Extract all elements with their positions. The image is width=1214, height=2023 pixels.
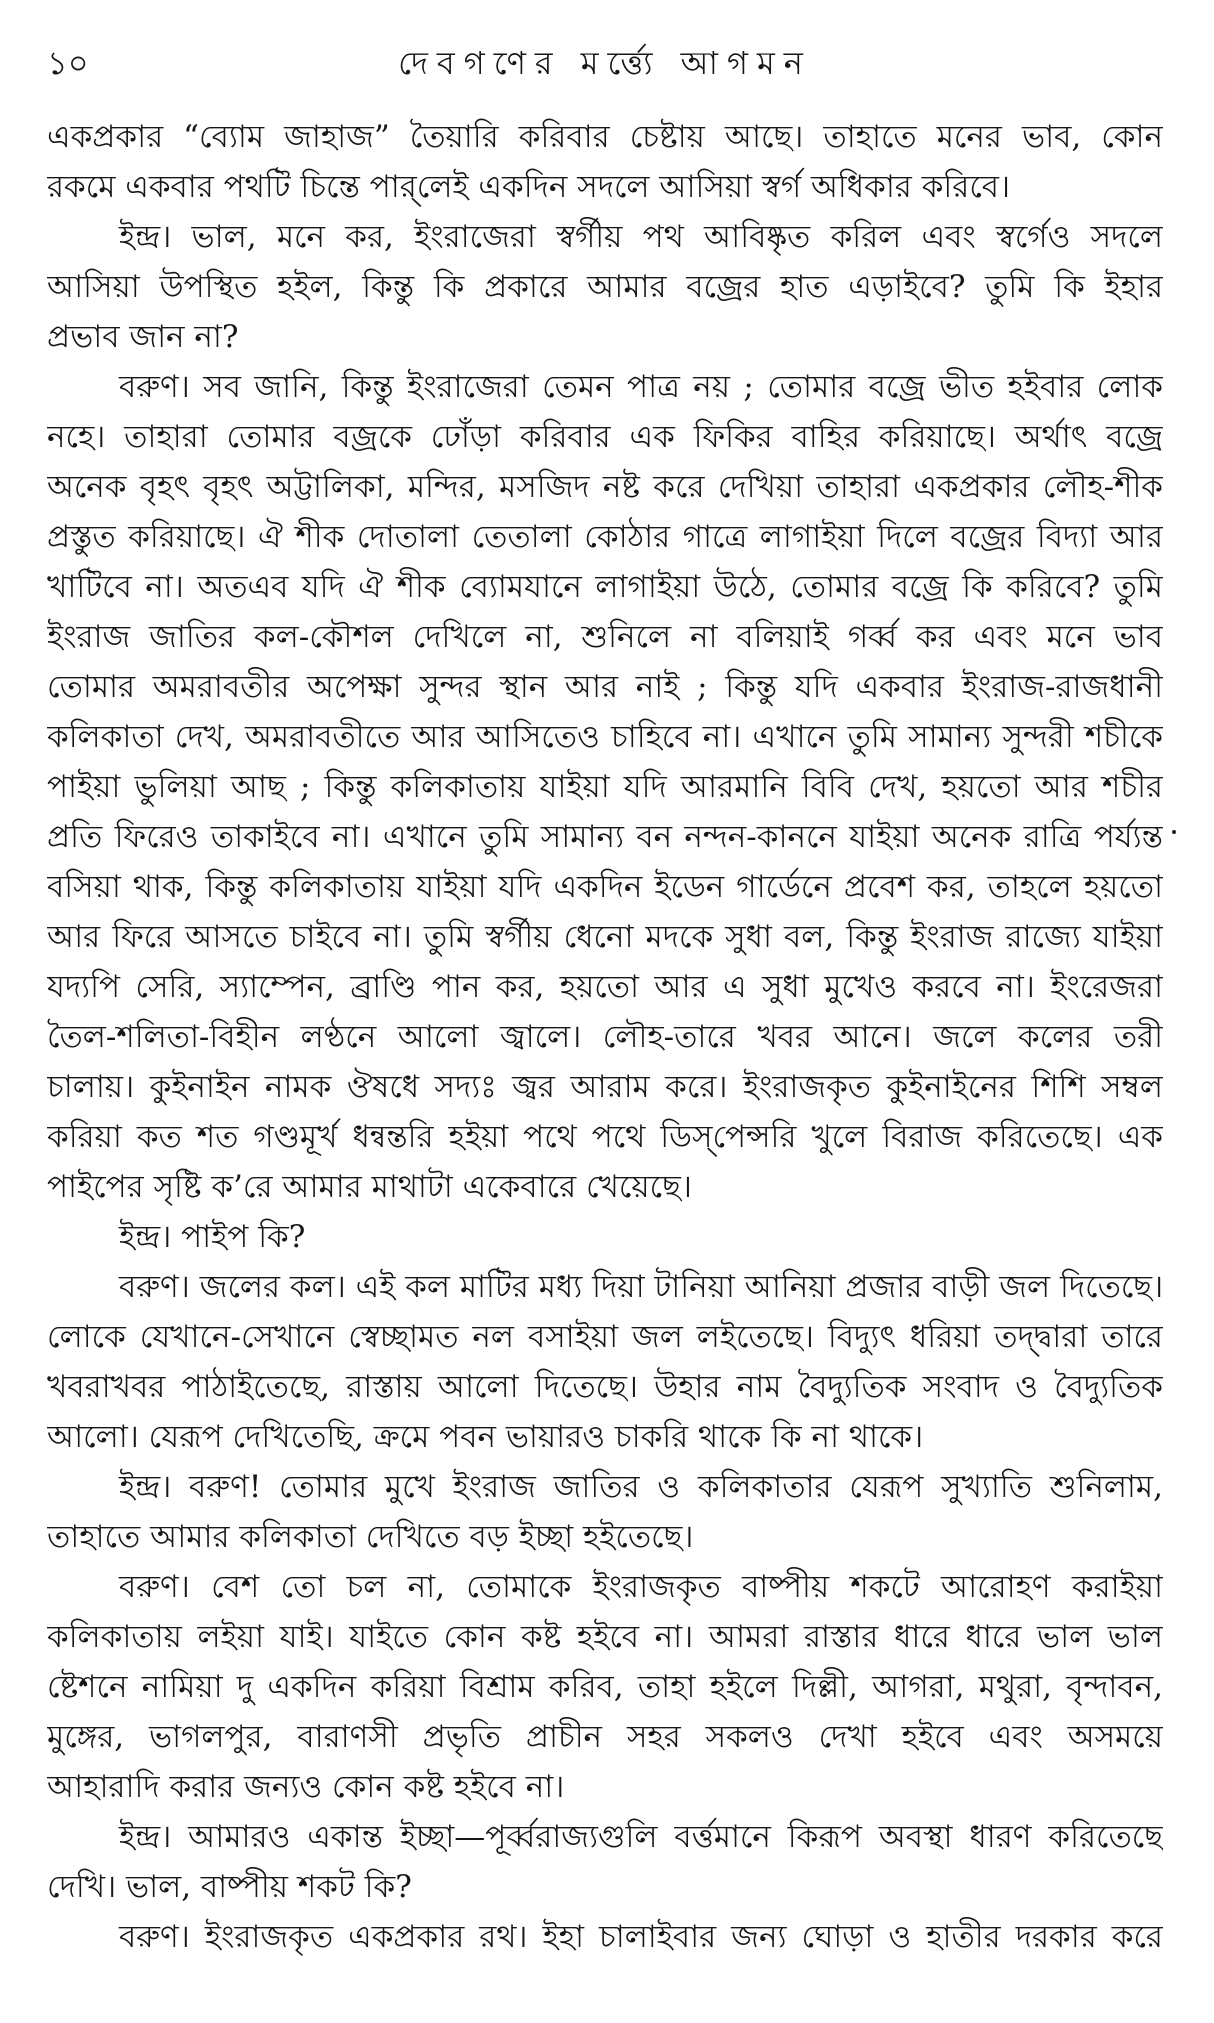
text-line: কলিকাতায় লইয়া যাই। যাইতে কোন কষ্ট হইবে না। আমরা রাস্তার ধারে ধারে ভাল ভাল: [47, 1619, 1163, 1655]
print-speck: [1172, 830, 1176, 834]
text-line: তোমার অমরাবতীর অপেক্ষা সুন্দর স্থান আর নাই ; কিন্তু যদি একবার ইংরাজ-রাজধানী: [47, 669, 1163, 705]
text-line: করিয়া কত শত গণ্ডমূর্খ ধন্বন্তরি হইয়া পথে পথে ডিস্‌পেন্সরি খুলে বিরাজ করিতেছে। এক: [47, 1119, 1163, 1155]
text-line: অনেক বৃহৎ বৃহৎ অট্টালিকা, মন্দির, মসজিদ নষ্ট করে দেখিয়া তাহারা একপ্রকার লৌহ-শীক: [47, 469, 1163, 505]
text-line: বসিয়া থাক, কিন্তু কলিকাতায় যাইয়া যদি একদিন ইডেন গার্ডেনে প্রবেশ কর, তাহলে হয়তো: [47, 869, 1163, 905]
text-line: মুঙ্গের, ভাগলপুর, বারাণসী প্রভৃতি প্রাচীন সহর সকলও দেখা হইবে এবং অসময়ে: [47, 1719, 1163, 1755]
text-line: বরুণ। ইংরাজকৃত একপ্রকার রথ। ইহা চালাইবার জন্য ঘোড়া ও হাতীর দরকার করে: [119, 1919, 1163, 1955]
text-line: তৈল-শলিতা-বিহীন লণ্ঠনে আলো জ্বালে। লৌহ-তারে খবর আনে। জলে কলের তরী: [47, 1019, 1163, 1055]
text-line: প্রস্তুত করিয়াছে। ঐ শীক দোতালা তেতালা কোঠার গাত্রে লাগাইয়া দিলে বজ্রের বিদ্যা আর: [47, 519, 1163, 555]
paragraph: [47, 1262, 1163, 1462]
text-line: ইংরাজ জাতির কল-কৌশল দেখিলে না, শুনিলে না বলিয়াই গর্ব্ব কর এবং মনে ভাব: [47, 619, 1163, 655]
text-line: রকমে একবার পথটি চিন্তে পার্‌লেই একদিন সদলে আসিয়া স্বর্গ অধিকার করিবে।: [47, 169, 1011, 205]
text-line: দেখি। ভাল, বাষ্পীয় শকট কি?: [47, 1869, 412, 1905]
text-line: কলিকাতা দেখ, অমরাবতীতে আর আসিতেও চাহিবে না। এখানে তুমি সামান্য সুন্দরী শচীকে: [47, 719, 1163, 755]
paragraph: [47, 212, 1163, 362]
paragraph: [47, 1212, 1163, 1262]
text-line: প্রতি ফিরেও তাকাইবে না। এখানে তুমি সামান্য বন নন্দন-কাননে যাইয়া অনেক রাত্রি পর্য্যন্ত: [47, 819, 1163, 855]
text-line: খাটিবে না। অতএব যদি ঐ শীক ব্যোমযানে লাগাইয়া উঠে, তোমার বজ্রে কি করিবে? তুমি: [47, 569, 1163, 605]
page-header: [47, 38, 1163, 88]
text-line: আহারাদি করার জন্যও কোন কষ্ট হইবে না।: [47, 1769, 565, 1805]
paragraph: [47, 112, 1163, 212]
paragraph: [47, 1562, 1163, 1812]
text-line: যদ্যপি সেরি, স্যাম্পেন, ব্রাণ্ডি পান কর, হয়তো আর এ সুধা মুখেও করবে না। ইংরেজরা: [47, 969, 1163, 1005]
text-line: বরুণ। সব জানি, কিন্তু ইংরাজেরা তেমন পাত্র নয় ; তোমার বজ্রে ভীত হইবার লোক: [119, 369, 1163, 405]
text-line: ইন্দ্র। পাইপ কি?: [119, 1219, 306, 1255]
text-line: একপ্রকার “ব্যোম জাহাজ” তৈয়ারি করিবার চেষ্টায় আছে। তাহাতে মনের ভাব, কোন: [47, 119, 1163, 155]
page-number: ১০: [47, 44, 89, 82]
paragraph: [47, 1812, 1163, 1912]
running-title: দেবগণের মর্ত্ত্যে আগমন: [398, 44, 812, 82]
paragraph: [47, 1462, 1163, 1562]
paragraph: [47, 1912, 1163, 1962]
text-line: চালায়। কুইনাইন নামক ঔষধে সদ্যঃ জ্বর আরাম করে। ইংরাজকৃত কুইনাইনের শিশি সম্বল: [47, 1069, 1163, 1105]
text-line: নহে। তাহারা তোমার বজ্রকে ঢোঁড়া করিবার এক ফিকির বাহির করিয়াছে। অর্থাৎ বজ্রে: [47, 419, 1163, 455]
text-line: ইন্দ্র। ভাল, মনে কর, ইংরাজেরা স্বর্গীয় পথ আবিষ্কৃত করিল এবং স্বর্গেও সদলে: [119, 219, 1163, 255]
text-line: খবরাখবর পাঠাইতেছে, রাস্তায় আলো দিতেছে। উহার নাম বৈদ্যুতিক সংবাদ ও বৈদ্যুতিক: [47, 1369, 1163, 1405]
text-line: ষ্টেশনে নামিয়া দু একদিন করিয়া বিশ্রাম করিব, তাহা হইলে দিল্লী, আগরা, মথুরা, বৃন্দাবন,: [47, 1669, 1163, 1705]
text-line: ইন্দ্র। বরুণ! তোমার মুখে ইংরাজ জাতির ও কলিকাতার যেরূপ সুখ্যাতি শুনিলাম,: [119, 1469, 1163, 1505]
text-line: তাহাতে আমার কলিকাতা দেখিতে বড় ইচ্ছা হইতেছে।: [47, 1519, 694, 1555]
text-line: বরুণ। জলের কল। এই কল মাটির মধ্য দিয়া টানিয়া আনিয়া প্রজার বাড়ী জল দিতেছে।: [119, 1269, 1163, 1305]
body-text: [47, 112, 1163, 1962]
text-line: ইন্দ্র। আমারও একান্ত ইচ্ছা—পূর্ব্বরাজ্যগুলি বর্ত্তমানে কিরূপ অবস্থা ধারণ করিতেছে: [119, 1819, 1163, 1855]
text-line: লোকে যেখানে-সেখানে স্বেচ্ছামত নল বসাইয়া জল লইতেছে। বিদ্যুৎ ধরিয়া তদ্দ্বারা তারে: [47, 1319, 1163, 1355]
text-line: প্রভাব জান না?: [47, 319, 239, 355]
text-line: পাইপের সৃষ্টি ক’রে আমার মাথাটা একেবারে খেয়েছে।: [47, 1169, 692, 1205]
text-line: আর ফিরে আসতে চাইবে না। তুমি স্বর্গীয় ধেনো মদকে সুধা বল, কিন্তু ইংরাজ রাজ্যে যাইয়া: [47, 919, 1163, 955]
paragraph: [47, 362, 1163, 1212]
text-line: আলো। যেরূপ দেখিতেছি, ক্রমে পবন ভায়ারও চাকরি থাকে কি না থাকে।: [47, 1419, 924, 1455]
text-line: বরুণ। বেশ তো চল না, তোমাকে ইংরাজকৃত বাষ্পীয় শকটে আরোহণ করাইয়া: [119, 1569, 1163, 1605]
text-line: আসিয়া উপস্থিত হইল, কিন্তু কি প্রকারে আমার বজ্রের হাত এড়াইবে? তুমি কি ইহার: [47, 269, 1163, 305]
text-line: পাইয়া ভুলিয়া আছ ; কিন্তু কলিকাতায় যাইয়া যদি আরমানি বিবি দেখ, হয়তো আর শচীর: [47, 769, 1163, 805]
